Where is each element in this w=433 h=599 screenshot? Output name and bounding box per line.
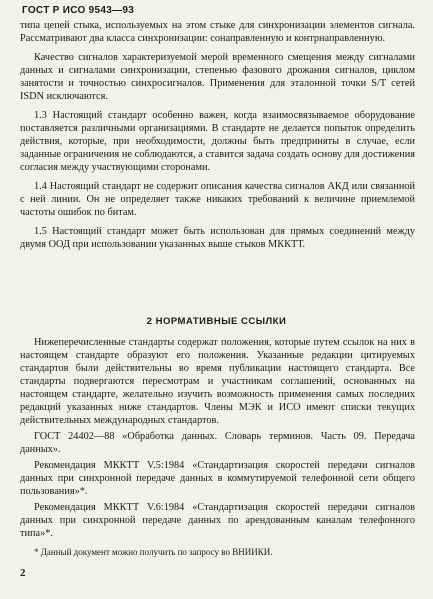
paragraph-continuation: типа цепей стыка, используемых на этом стыке для синхронизации элементов сигнала. Рассматривают два класса синхронизации: сонаправленную и контрнаправленную.	[20, 20, 415, 44]
footnote: * Данный документ можно получить по запросу во ВНИИКИ.	[34, 547, 273, 557]
paragraph-references-intro: Нижеперечисленные стандарты содержат положения, которые путем ссылок на них в настоящем стандарте образуют его положения. Указанные редакции цитируемых стандартов были действительны во время публикации настоящего стандарта. Все стандарты подвергаются пересмотрам и участникам соглашений, основанных на настоящем стандарте, желательно изучить возможность применения самых последних редакций указанных ниже стандартов. Члены МЭК и ИСО имеют списки текущих действительных международных стандартов.	[20, 337, 415, 426]
paragraph-1-3: 1.3 Настоящий стандарт особенно важен, когда взаимосвязываемое оборудование поставляется различными организациями. В стандарте не делается попыток определить действия, которые, при необходимости, должны быть предприняты в случае, если заданные ограничения не соблюдаются, а ставится задача создать основу для достижения согласия между участвующими сторонами.	[20, 110, 415, 173]
section-1-body	[20, 19, 415, 251]
reference-v5: Рекомендация МККТТ V.5:1984 «Стандартизация скоростей передачи сигналов данных при синхронной передаче данных в коммутируемой телефонной сети общего пользования»*.	[20, 460, 415, 497]
reference-v6: Рекомендация МККТТ V.6:1984 «Стандартизация скоростей передачи сигналов данных при синхронной передаче данных по арендованным каналам телефонного типа»*.	[20, 502, 415, 539]
document-header: ГОСТ Р ИСО 9543—93	[22, 5, 135, 16]
reference-gost-24402: ГОСТ 24402—88 «Обработка данных. Словарь терминов. Часть 09. Передача данных».	[20, 431, 415, 455]
paragraph-signal-quality: Качество сигналов характеризуемой мерой временного смещения между сигналами данных и сигналами синхронизации, степенью фазового дрожания сигналов, циклом занятости и точностью синхросигналов. Применения для эталонной точки S/T сетей ISDN исключаются.	[20, 52, 415, 102]
paragraph-1-4: 1.4 Настоящий стандарт не содержит описания качества сигналов АКД или связанной с ней линии. Он не определяет также никаких требований к величине приемлемой частоты ошибок по битам.	[20, 181, 415, 218]
paragraph-1-5: 1.5 Настоящий стандарт может быть использован для прямых соединений между двумя ООД при использовании указанных выше стыков МККТТ.	[20, 226, 415, 250]
section-2-body	[20, 336, 415, 540]
section-2-title: 2 НОРМАТИВНЫЕ ССЫЛКИ	[146, 316, 287, 327]
page-number: 2	[20, 567, 26, 579]
